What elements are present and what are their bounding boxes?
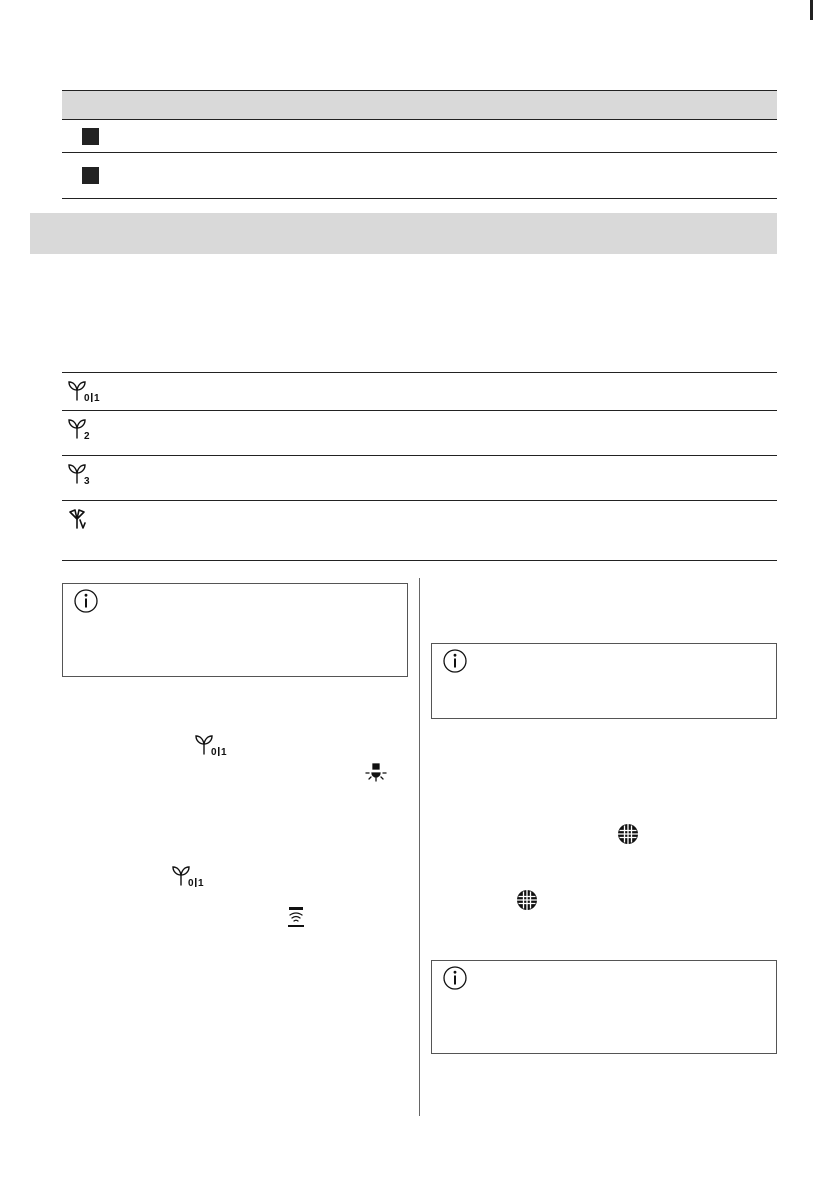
table-header-row xyxy=(62,90,777,120)
crop-mark xyxy=(810,0,813,20)
filled-square-marker xyxy=(82,167,99,184)
grid-icon xyxy=(516,889,538,911)
info-icon xyxy=(442,648,468,674)
table-row xyxy=(62,121,777,153)
grid-icon xyxy=(617,823,639,845)
light-icon xyxy=(365,761,387,783)
svg-text:1: 1 xyxy=(221,747,227,758)
fan-speed-3-icon xyxy=(66,461,110,487)
fan-speed-0-1-icon xyxy=(170,863,214,889)
table-row xyxy=(62,153,777,199)
section-heading-bar xyxy=(30,213,777,254)
svg-text:0: 0 xyxy=(188,878,194,889)
fan-table-row xyxy=(62,455,777,500)
info-icon xyxy=(442,965,468,991)
info-box xyxy=(62,583,408,677)
svg-text:1: 1 xyxy=(94,393,100,404)
fan-table-row xyxy=(62,410,777,455)
hob-to-hood-icon xyxy=(286,906,306,928)
svg-text:0: 0 xyxy=(211,747,217,758)
info-box xyxy=(431,643,777,719)
svg-text:3: 3 xyxy=(84,476,90,487)
fan-speed-2-icon xyxy=(66,416,110,442)
svg-text:0: 0 xyxy=(84,393,90,404)
info-box xyxy=(431,960,777,1054)
svg-text:2: 2 xyxy=(84,431,90,442)
fan-speed-0-1-icon xyxy=(193,732,237,758)
fan-boost-icon xyxy=(66,506,110,532)
column-divider xyxy=(419,578,420,1116)
fan-table-row xyxy=(62,500,777,561)
filled-square-marker xyxy=(82,128,99,145)
info-icon xyxy=(73,588,99,614)
svg-text:1: 1 xyxy=(198,878,204,889)
fan-table-row xyxy=(62,372,777,410)
fan-speed-0-1-icon xyxy=(66,378,110,404)
